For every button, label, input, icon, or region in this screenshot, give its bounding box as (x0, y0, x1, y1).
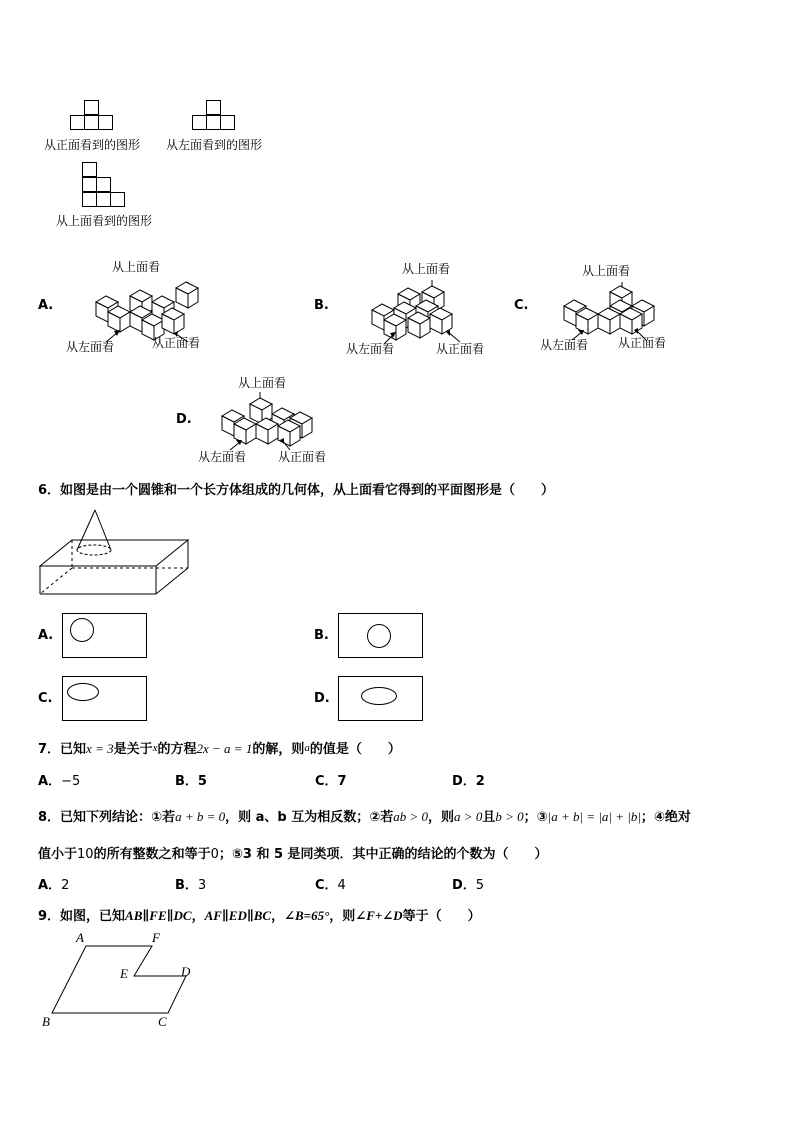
q6-option-d-ellipse-icon (361, 687, 397, 705)
q6-option-c-ellipse-icon (67, 683, 99, 701)
q5-option-b-cubes (368, 276, 498, 348)
q7-option-a-value: −5 (61, 774, 81, 789)
q8-line1-c: ，则 (428, 810, 455, 825)
q5-option-d-left-label: 从左面看 (198, 450, 247, 464)
q5-option-b-left-label: 从左面看 (346, 342, 395, 356)
question-6-text: 6．如图是由一个圆锥和一个长方体组成的几何体，从上面看它得到的平面图形是（ ） (38, 483, 555, 498)
q7-option-b[interactable] (175, 770, 207, 789)
q7-option-a[interactable] (38, 770, 80, 789)
q9-label-b: B (42, 1014, 50, 1029)
top-view-caption: 从上面看到的图形 (56, 214, 153, 228)
q5-option-d-front-label: 从正面看 (278, 450, 327, 464)
q9-cond2: AF∥ED∥BC (204, 908, 272, 923)
q7-option-b-letter: B． (175, 774, 198, 789)
q5-option-b-front-label: 从正面看 (436, 342, 485, 356)
q6-option-a[interactable] (38, 612, 158, 660)
q6-option-c-letter: C. (38, 691, 53, 706)
question-8-line1 (38, 806, 691, 825)
q8-option-c[interactable] (315, 874, 346, 893)
q5-option-d-top-label: 从上面看 (238, 376, 287, 390)
q8-eq2: ab > 0 (393, 809, 429, 824)
q9-text-c: 等于（ ） (402, 909, 481, 924)
q7-text-e: 的值是（ ） (309, 742, 401, 757)
q8-option-c-letter: C． (315, 878, 338, 893)
q6-option-a-circle-icon (70, 618, 94, 642)
q7-text-a: 7．已知 (38, 742, 87, 757)
q8-line2-d: 3 和 5 是同类项．其中正确的结论的个数为（ ） (242, 847, 548, 862)
q9-sep: ， (191, 909, 205, 924)
q8-line2-a: 值小于 (38, 847, 78, 862)
q5-option-c-top-label: 从上面看 (582, 264, 631, 278)
q7-var2: a (304, 742, 310, 754)
q7-option-c[interactable] (315, 770, 347, 789)
q5-option-d-letter: D. (176, 412, 192, 427)
q5-option-c-left-label: 从左面看 (540, 338, 589, 352)
q8-eq5: |a + b| = |a| + |b| (547, 809, 641, 824)
q8-line1-e: ；③ (523, 810, 548, 825)
q8-line1-d: 且 (482, 810, 496, 825)
q9-label-e: E (120, 966, 128, 981)
q8-line1-a: 8．已知下列结论：①若 (38, 810, 176, 825)
q5-option-a[interactable] (36, 256, 216, 356)
q8-option-d[interactable] (452, 874, 484, 893)
q5-option-c[interactable] (514, 260, 694, 356)
q5-option-a-letter: A. (38, 298, 54, 313)
q8-eq4: b > 0 (495, 809, 524, 824)
q9-sep2: ， (271, 909, 285, 924)
q8-line1-f: ；④绝对 (640, 810, 691, 825)
q9-label-f: F (152, 930, 160, 945)
q7-option-d-letter: D． (452, 774, 476, 789)
left-view-figure (192, 100, 272, 134)
q8-option-a[interactable] (38, 874, 69, 893)
q9-text-a: 9．如图，已知 (38, 909, 126, 924)
q7-eq1: x = 3 (86, 741, 114, 756)
q8-line1-b: ，则 a、b 互为相反数；②若 (225, 810, 394, 825)
q5-option-b-top-label: 从上面看 (402, 262, 451, 276)
q8-num: 10 (77, 847, 94, 862)
q8-line2-c: ；⑤ (218, 847, 243, 862)
q9-figure (36, 928, 206, 1034)
question-9-text (38, 905, 481, 924)
q7-eq2: 2x − a = 1 (196, 741, 253, 756)
q6-option-a-letter: A. (38, 628, 54, 643)
q8-option-a-value: 2 (61, 878, 70, 893)
left-view-caption: 从左面看到的图形 (166, 138, 263, 152)
q8-option-b-value: 3 (197, 878, 207, 893)
q7-option-b-value: 5 (197, 774, 207, 789)
q9-label-a: A (76, 930, 84, 945)
q8-option-b-letter: B． (175, 878, 198, 893)
q8-zero: 0 (210, 847, 219, 862)
q8-option-c-value: 4 (337, 878, 346, 893)
question-8-line2 (38, 843, 548, 862)
q8-option-d-value: 5 (475, 878, 485, 893)
q5-option-c-front-label: 从正面看 (618, 336, 667, 350)
q9-label-c: C (158, 1014, 167, 1029)
q8-eq1: a + b = 0 (175, 809, 226, 824)
q7-option-c-letter: C． (315, 774, 338, 789)
q8-option-d-letter: D． (452, 878, 476, 893)
q7-var: x (152, 742, 158, 754)
q5-option-b[interactable] (312, 258, 512, 358)
q6-option-b-letter: B. (314, 628, 329, 643)
q9-text-b: ，则 (329, 909, 356, 924)
q5-option-c-letter: C. (514, 298, 529, 313)
q7-option-a-letter: A． (38, 774, 62, 789)
q5-option-d[interactable] (174, 374, 354, 466)
top-view-figure (82, 162, 142, 210)
q5-option-a-top-label: 从上面看 (112, 260, 161, 274)
q9-ask: ∠F+∠D (355, 908, 403, 923)
q9-label-d: D (181, 964, 191, 979)
q7-option-c-value: 7 (337, 774, 347, 789)
q9-cond3: ∠B=65° (284, 908, 330, 923)
q8-line2-b: 的所有整数之和等于 (93, 847, 211, 862)
front-view-figure (70, 100, 150, 134)
q6-option-b-circle-icon (367, 624, 391, 648)
q6-option-d[interactable] (314, 675, 434, 723)
q7-option-d-value: 2 (475, 774, 485, 789)
q6-option-c[interactable] (38, 675, 158, 723)
q7-options (38, 770, 558, 788)
q5-option-b-letter: B. (314, 298, 329, 313)
front-view-caption: 从正面看到的图形 (44, 138, 141, 152)
q8-option-b[interactable] (175, 874, 206, 893)
q7-text-b: 是关于 (113, 742, 153, 757)
q7-option-d[interactable] (452, 770, 485, 789)
q7-text-c: 的方程 (157, 742, 197, 757)
q5-option-d-cubes (218, 388, 328, 454)
q9-cond1: AB∥FE∥DC (125, 908, 192, 923)
question-7-text (38, 738, 401, 757)
q6-solid-figure (36, 508, 196, 600)
q5-option-a-front-label: 从正面看 (152, 336, 201, 350)
q6-option-d-letter: D. (314, 691, 330, 706)
q8-options (38, 874, 558, 892)
q6-option-b[interactable] (314, 612, 434, 660)
q7-text-d: 的解，则 (252, 742, 305, 757)
q5-option-a-left-label: 从左面看 (66, 340, 115, 354)
q8-option-a-letter: A． (38, 878, 62, 893)
q8-eq3: a > 0 (454, 809, 483, 824)
